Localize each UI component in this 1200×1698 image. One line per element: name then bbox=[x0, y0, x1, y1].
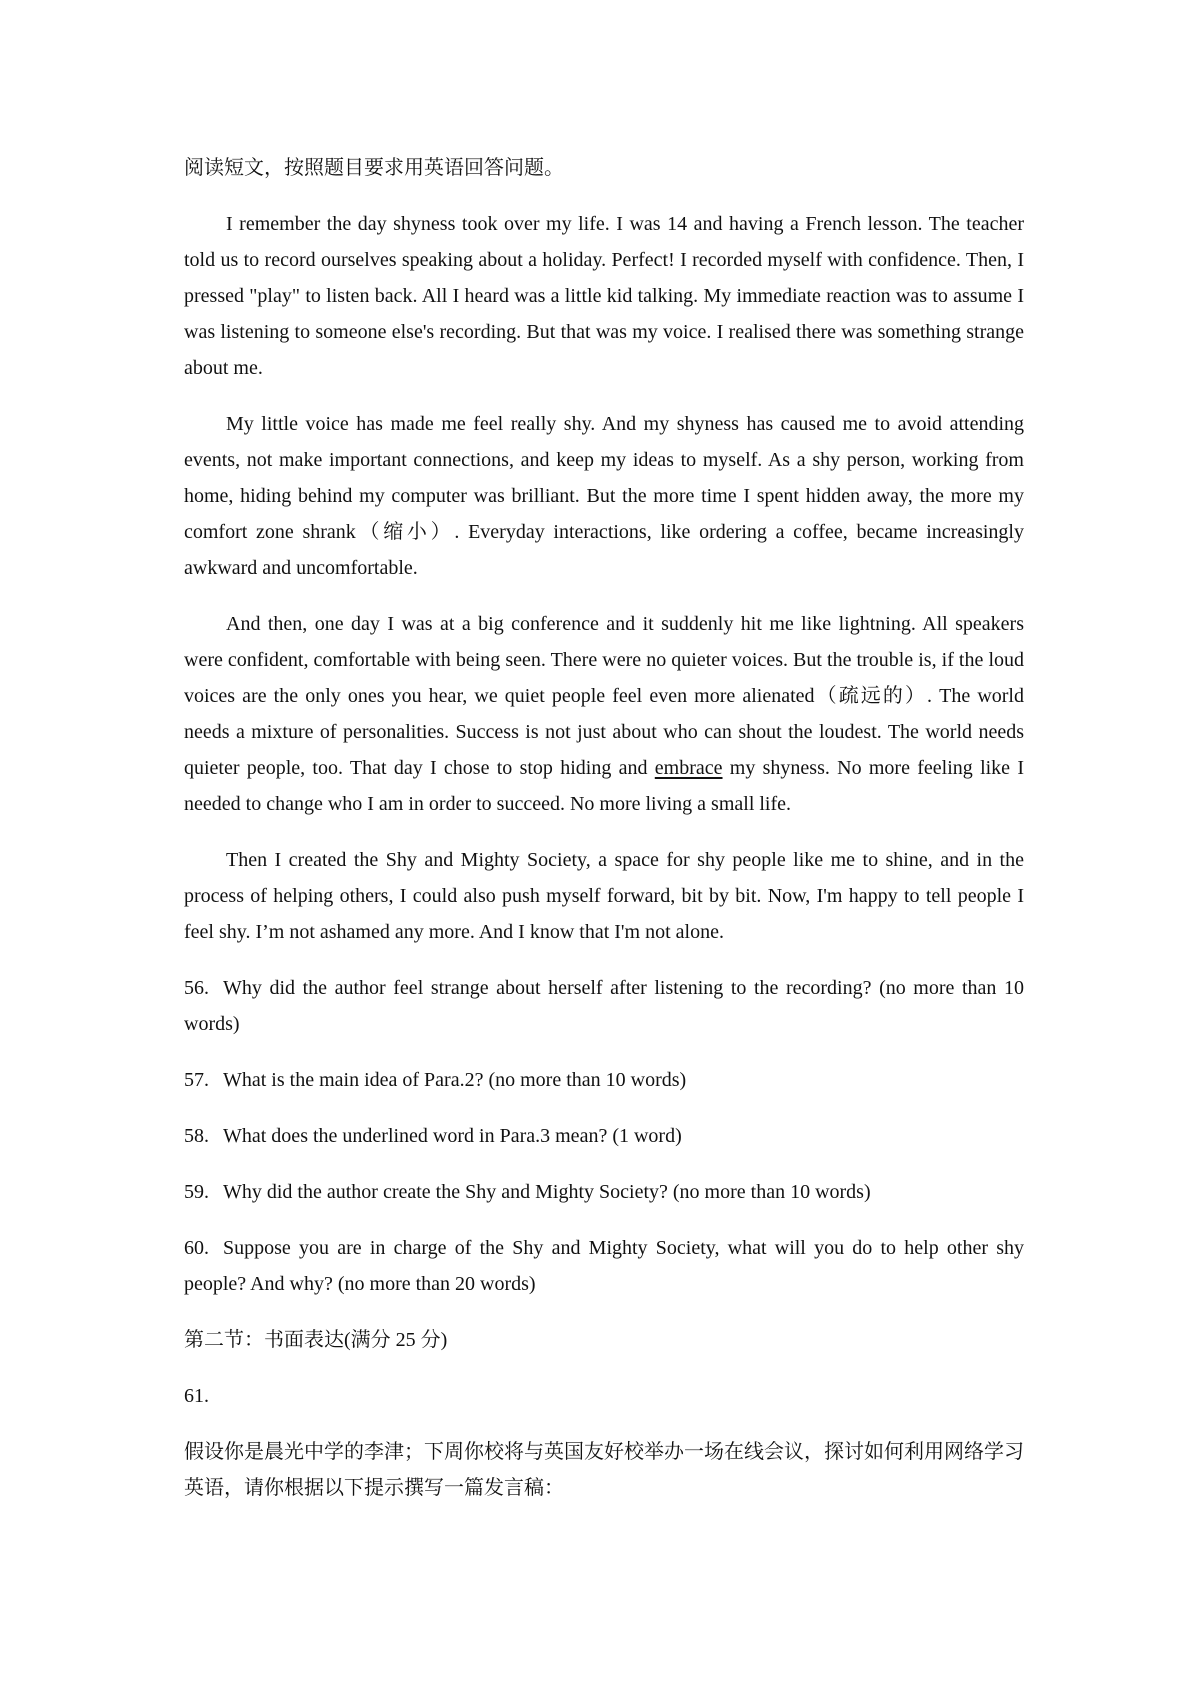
question-number: 57. bbox=[184, 1069, 209, 1091]
question-57 bbox=[184, 1062, 1024, 1098]
question-58 bbox=[184, 1118, 1024, 1154]
item-number: 61. bbox=[184, 1385, 209, 1407]
question-text: Why did the author create the Shy and Mighty Society? (no more than 10 words) bbox=[223, 1181, 871, 1203]
question-number: 60. bbox=[184, 1237, 209, 1259]
question-text: Suppose you are in charge of the Shy and Mighty Society, what will you do to help other shy people? And why? (no more than 20 words) bbox=[184, 1237, 1024, 1295]
question-text: What is the main idea of Para.2? (no more than 10 words) bbox=[223, 1069, 687, 1091]
question-59 bbox=[184, 1174, 1024, 1210]
paragraph-3-text-end: my shyness. No more feeling like I needed to change who I am in order to succeed. No more living a small life. bbox=[184, 757, 1025, 815]
section-heading: 第二节：书面表达(满分 25 分) bbox=[184, 1329, 448, 1351]
question-56 bbox=[184, 970, 1024, 1042]
question-60 bbox=[184, 1230, 1024, 1302]
document-page bbox=[184, 150, 1024, 1506]
question-number: 58. bbox=[184, 1125, 209, 1147]
question-number: 56. bbox=[184, 977, 209, 999]
question-text: What does the underlined word in Para.3 mean? (1 word) bbox=[223, 1125, 682, 1147]
passage-paragraph-3 bbox=[184, 606, 1024, 822]
passage-paragraph-2: My little voice has made me feel really shy. And my shyness has caused me to avoid attending events, not make important connections, and keep my ideas to myself. As a shy person, working from home, hiding behind my computer was brilliant. But the more time I spent hidden away, the more my comfort zone shrank（缩小）. Everyday interactions, like ordering a coffee, became increasingly awkward and uncomfortable. bbox=[184, 413, 1024, 579]
writing-prompt: 假设你是晨光中学的李津；下周你校将与英国友好校举办一场在线会议，探讨如何利用网络学习英语，请你根据以下提示撰写一篇发言稿： bbox=[184, 1441, 1024, 1499]
reading-instruction: 阅读短文，按照题目要求用英语回答问题。 bbox=[184, 157, 564, 179]
underlined-word: embrace bbox=[654, 757, 723, 779]
question-text: Why did the author feel strange about herself after listening to the recording? (no more than 10 words) bbox=[184, 977, 1024, 1035]
passage-paragraph-1: I remember the day shyness took over my life. I was 14 and having a French lesson. The teacher told us to record ourselves speaking about a holiday. Perfect! I recorded myself with confidence. Then, I pressed "play" to listen back. All I heard was a little kid talking. My immediate reaction was to assume I was listening to someone else's recording. But that was my voice. I realised there was something strange about me. bbox=[184, 213, 1024, 379]
paragraph-3-text-start: And then, one day I was at a big conference and it suddenly hit me like lightning. All speakers were confident, comfortable with being seen. There were no quieter voices. But the trouble is, if the loud voices are the only ones you hear, we quiet people feel even more alienated（疏远的）. The world needs a mixture of personalities. Success is not just about who can shout the loudest. The world needs quieter people, too. That day I chose to stop hiding and bbox=[184, 613, 1024, 779]
passage-paragraph-4: Then I created the Shy and Mighty Society, a space for shy people like me to shine, and in the process of helping others, I could also push myself forward, bit by bit. Now, I'm happy to tell people I feel shy. I’m not ashamed any more. And I know that I'm not alone. bbox=[184, 849, 1024, 943]
question-number: 59. bbox=[184, 1181, 209, 1203]
